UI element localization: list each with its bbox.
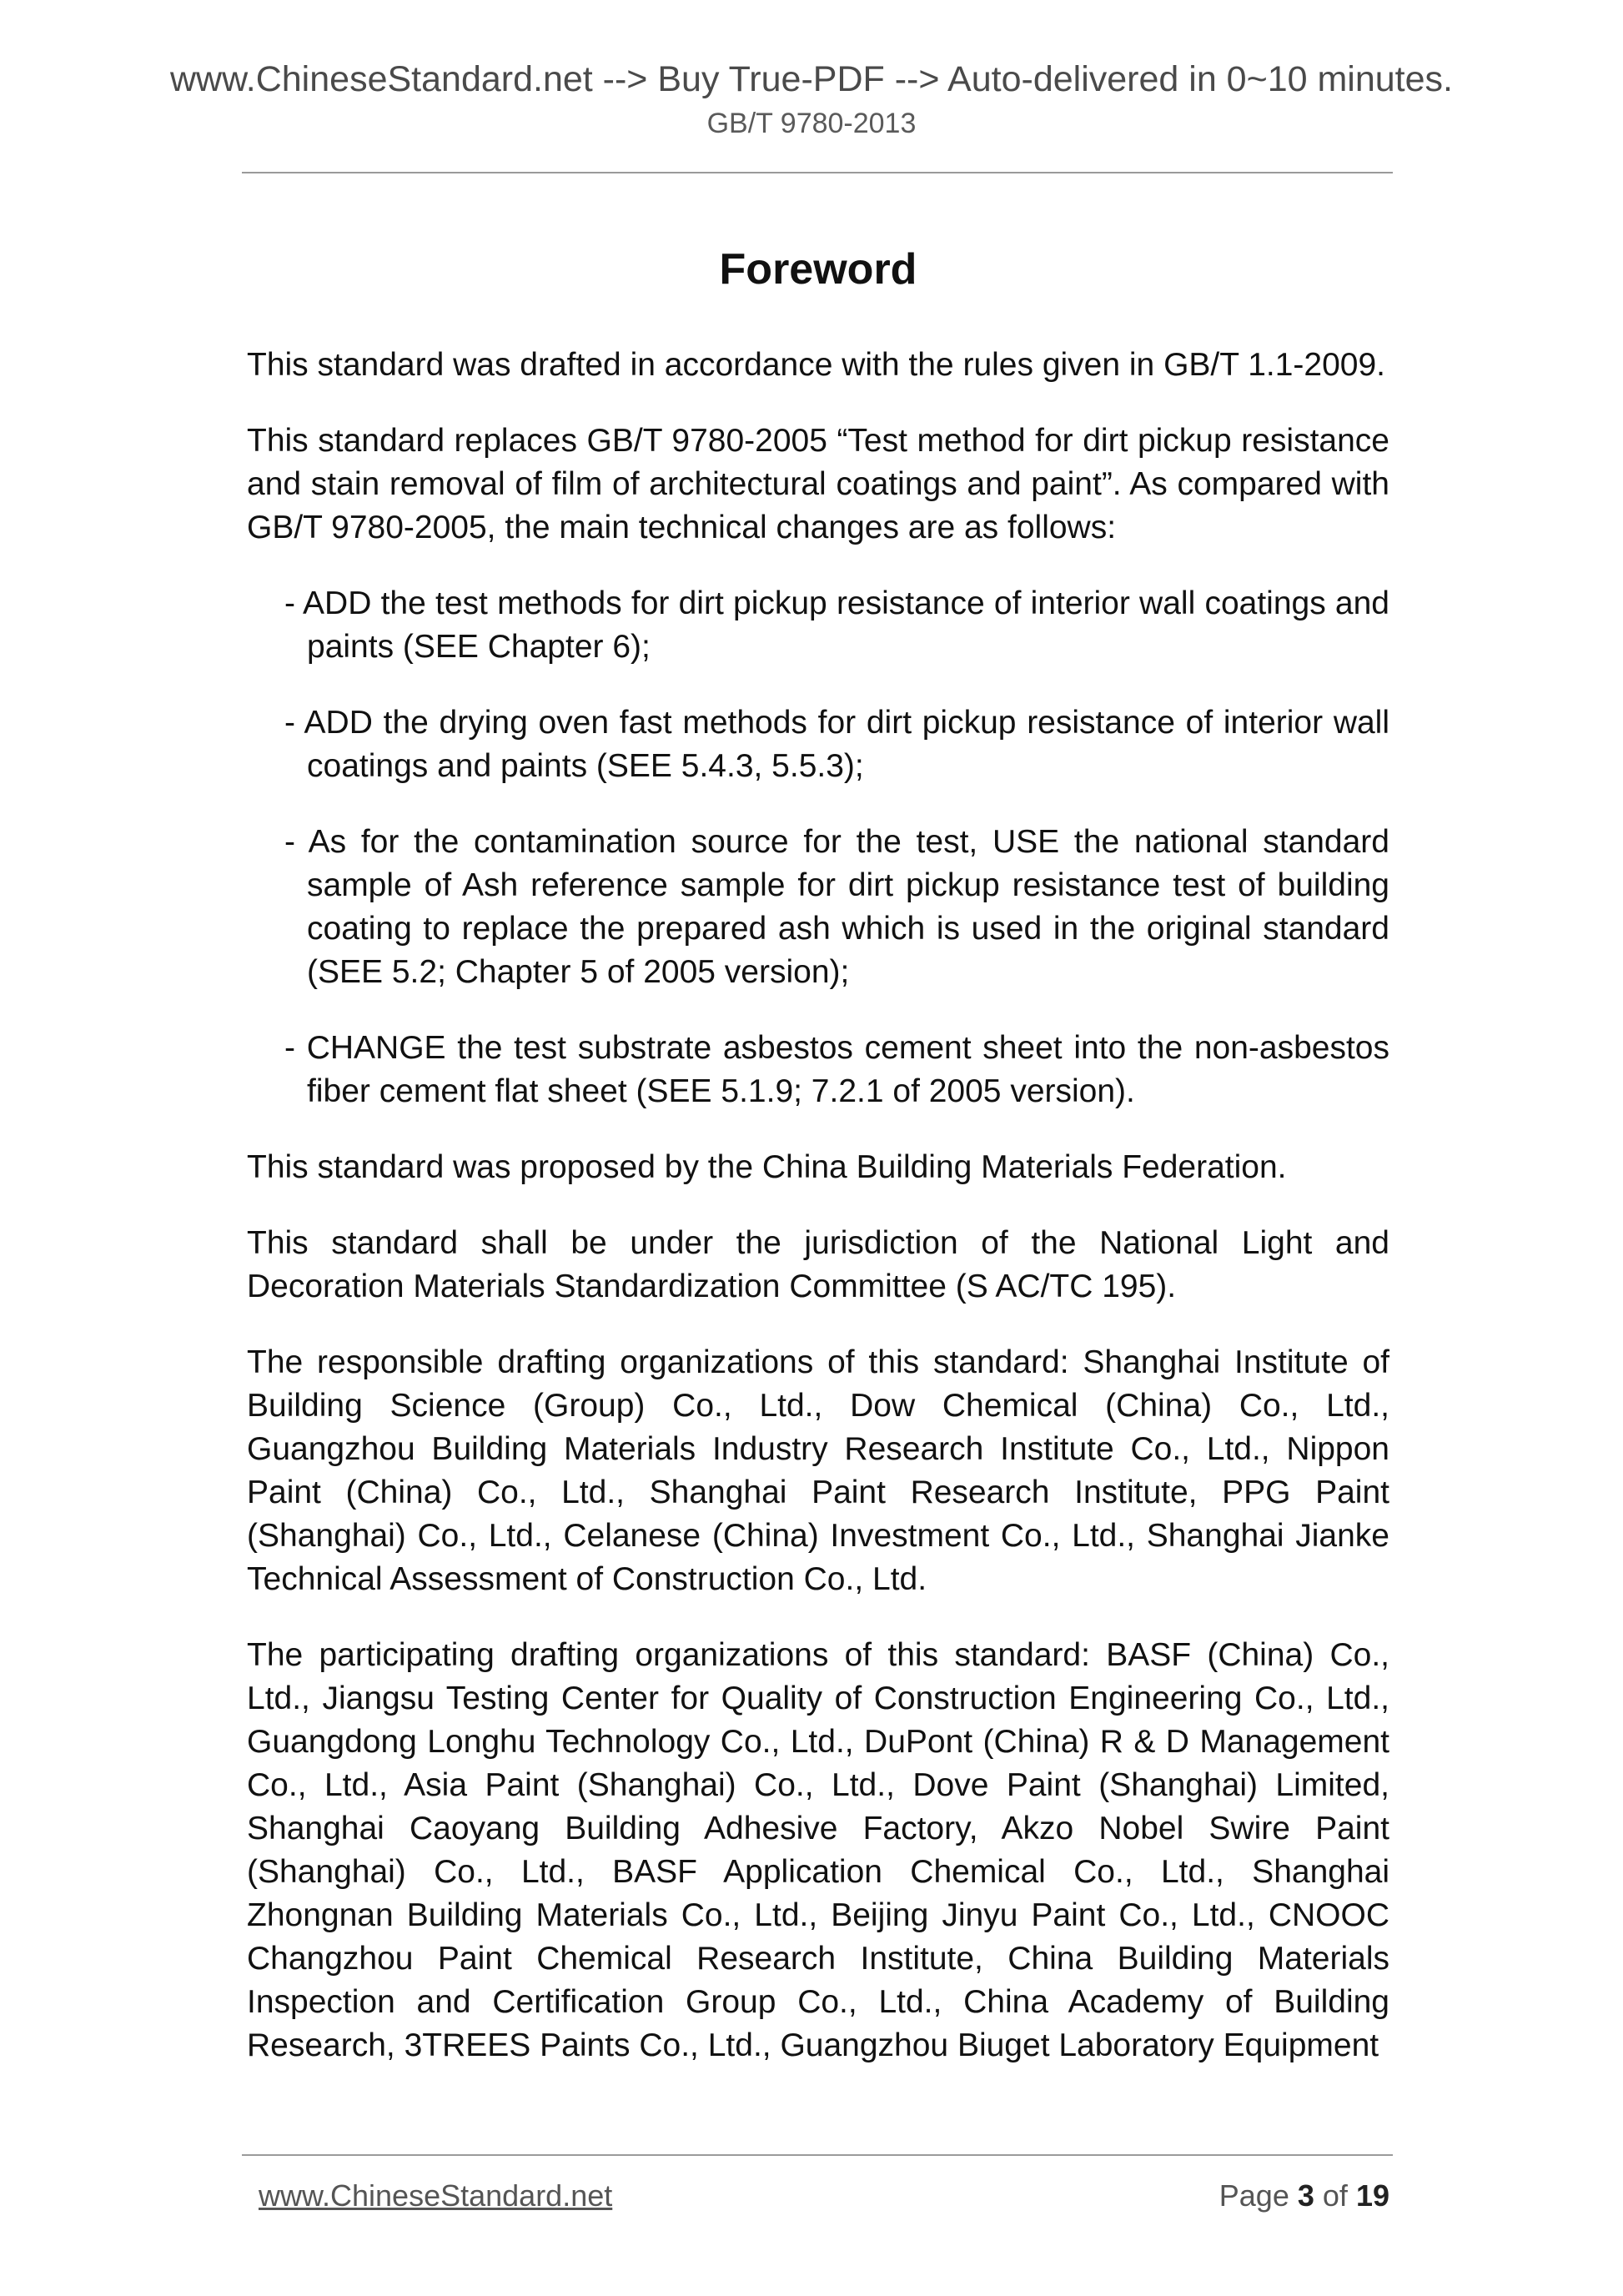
page-current: 3: [1297, 2178, 1314, 2213]
paragraph-jurisdiction: This standard shall be under the jurisdiction of the National Light and Decoration Materials Standardization Committee (S AC/TC 195).: [247, 1225, 1389, 1305]
footer-website-link[interactable]: www.ChineseStandard.net: [259, 2178, 613, 2213]
paragraph-replaces: This standard replaces GB/T 9780-2005 “Test method for dirt pickup resistance and stain removal of film of architectural coatings and paint”. As compared with GB/T 9780-2005, the main technical changes are as follows:: [247, 423, 1389, 546]
page-footer: [259, 2175, 1389, 2217]
header-doc-id: GB/T 9780-2013: [706, 107, 917, 139]
paragraph-proposed-by: This standard was proposed by the China Building Materials Federation.: [247, 1149, 1287, 1186]
header-banner: www.ChineseStandard.net --> Buy True-PDF --> Auto-delivered in 0~10 minutes.: [169, 59, 1453, 99]
paragraph-drafting-rules: This standard was drafted in accordance with the rules given in GB/T 1.1-2009.: [247, 347, 1386, 384]
page-title: Foreword: [719, 245, 917, 294]
page-total: 19: [1355, 2178, 1389, 2213]
technical-changes-list: [284, 582, 1389, 1113]
document-body: [247, 234, 1389, 2100]
page-of-word: of: [1322, 2178, 1348, 2213]
list-item: - ADD the drying oven fast methods for dirt pickup resistance of interior wall coatings and paints (SEE 5.4.3, 5.5.3);: [284, 705, 1389, 785]
page-word: Page: [1219, 2178, 1289, 2213]
header-divider: [242, 172, 1393, 173]
footer-divider: [242, 2154, 1393, 2156]
list-item: - CHANGE the test substrate asbestos cement sheet into the non-asbestos fiber cement flat sheet (SEE 5.1.9; 7.2.1 of 2005 version).: [284, 1030, 1389, 1110]
page-header: [0, 58, 1623, 140]
paragraph-responsible-organizations: The responsible drafting organizations of this standard: Shanghai Institute of Building Science (Group) Co., Ltd., Dow Chemical (China) Co., Ltd., Guangzhou Building Materials Industry Research Institute Co., Ltd., Nippon Paint (China) Co., Ltd., Shanghai Paint Research Institute, PPG Paint (Shanghai) Co., Ltd., Celanese (China) Investment Co., Ltd., Shanghai Jianke Technical Assessment of Construction Co., Ltd.: [247, 1344, 1389, 1598]
page-indicator: [1219, 2175, 1389, 2217]
paragraph-participating-organizations: The participating drafting organizations of this standard: BASF (China) Co., Ltd., Jiangsu Testing Center for Quality of Construction Engineering Co., Ltd., Guangdong Longhu Technology Co., Ltd., DuPont (China) R & D Management Co., Ltd., Asia Paint (Shanghai) Co., Ltd., Dove Paint (Shanghai) Limited, Shanghai Caoyang Building Adhesive Factory, Akzo Nobel Swire Paint (Shanghai) Co., Ltd., BASF Application Chemical Co., Ltd., Shanghai Zhongnan Building Materials Co., Ltd., Beijing Jinyu Paint Co., Ltd., CNOOC Changzhou Paint Chemical Research Institute, China Building Materials Inspection and Certification Group Co., Ltd., China Academy of Building Research, 3TREES Paints Co., Ltd., Guangzhou Biuget Laboratory Equipment: [247, 1637, 1389, 2064]
list-item: - As for the contamination source for the test, USE the national standard sample of Ash reference sample for dirt pickup resistance test of building coating to replace the prepared ash which is used in the original standard (SEE 5.2; Chapter 5 of 2005 version);: [284, 824, 1389, 991]
list-item: - ADD the test methods for dirt pickup resistance of interior wall coatings and paints (SEE Chapter 6);: [284, 585, 1389, 666]
